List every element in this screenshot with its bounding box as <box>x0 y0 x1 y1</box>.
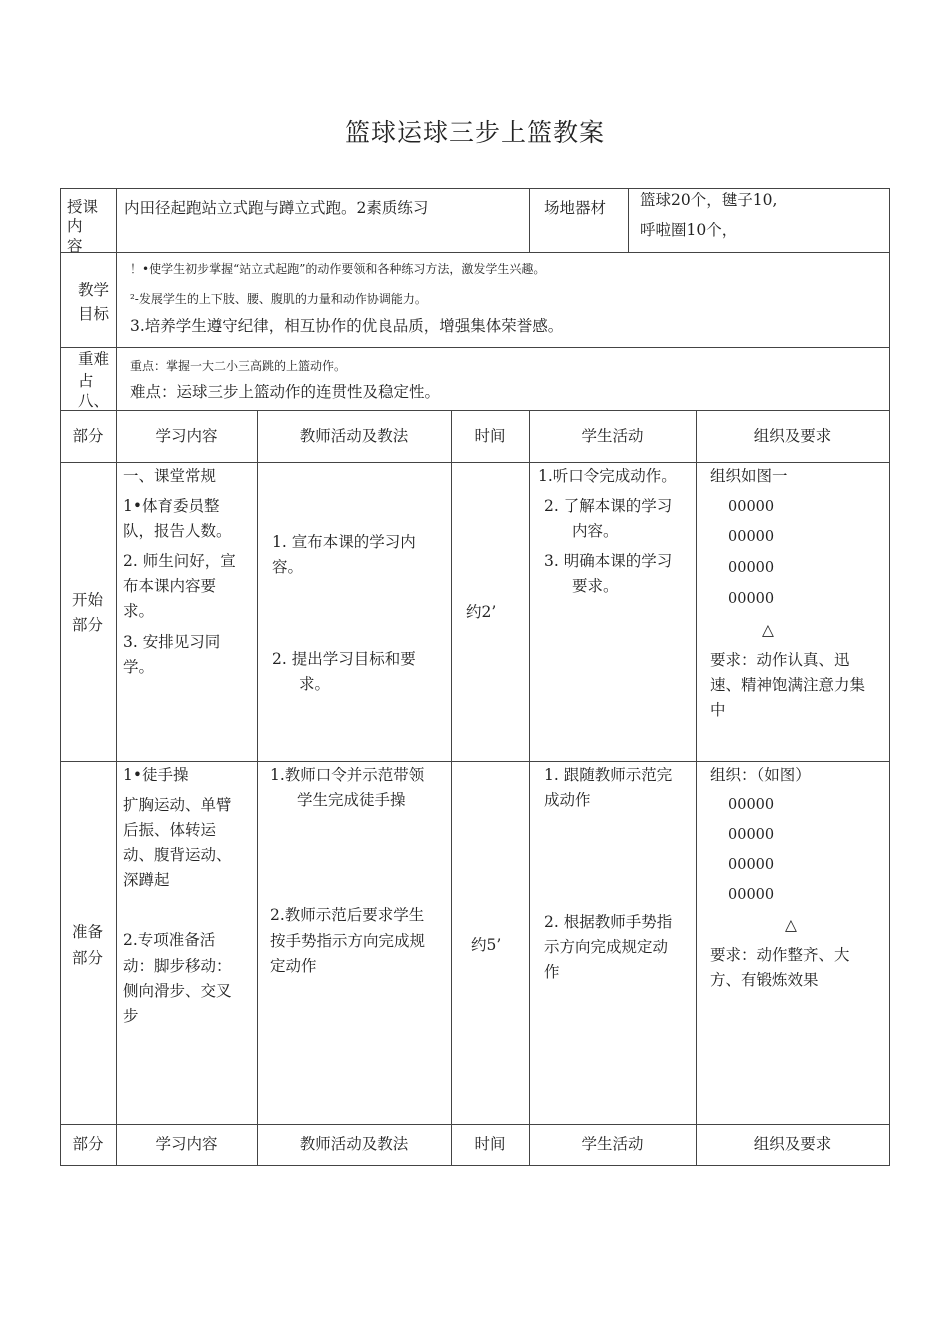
key-point: 重点：掌握一大二小三高跳的上篮动作。 <box>130 359 347 373</box>
page-title: 篮球运球三步上篮教案 <box>344 118 605 147</box>
equipment-line-1: 篮球20个，毽子10, <box>640 191 778 209</box>
content-text: 内田径起跑站立式跑与蹲立式跑。2素质练习 <box>124 199 429 217</box>
formation-row: 00000 <box>728 827 775 843</box>
keypoints-label-1: 重难 <box>78 350 110 368</box>
formation-row: 00000 <box>728 529 775 545</box>
formation-row: 00000 <box>728 887 775 903</box>
formation-row: 00000 <box>728 797 775 813</box>
keypoints-label-3: 八、 <box>78 392 110 409</box>
goal-item-1: ！•使学生初步掌握“站立式起跑”的动作要领和各种练习方法，激发学生兴趣。 <box>130 262 546 276</box>
formation-row: 00000 <box>728 499 775 515</box>
goals-label-2: 目标 <box>78 305 110 323</box>
formation-row: 00000 <box>728 560 775 576</box>
equipment-line-2: 呼啦圈10个， <box>640 221 738 239</box>
keypoints-label-2: 占 <box>78 372 94 390</box>
goal-item-2: ²-发展学生的上下肢、腰、腹肌的力量和动作协调能力。 <box>130 292 427 306</box>
teacher-position-icon: △ <box>785 916 797 934</box>
formation-row: 00000 <box>728 857 775 873</box>
difficulty-point: 难点：运球三步上篮动作的连贯性及稳定性。 <box>130 383 441 401</box>
equipment-label: 场地器材 <box>544 199 607 217</box>
formation-row: 00000 <box>728 591 775 607</box>
goals-label-1: 教学 <box>78 281 110 299</box>
goal-item-3: 3.培养学生遵守纪律，相互协作的优良品质，增强集体荣誉感。 <box>130 317 564 335</box>
teacher-position-icon: △ <box>762 621 774 639</box>
